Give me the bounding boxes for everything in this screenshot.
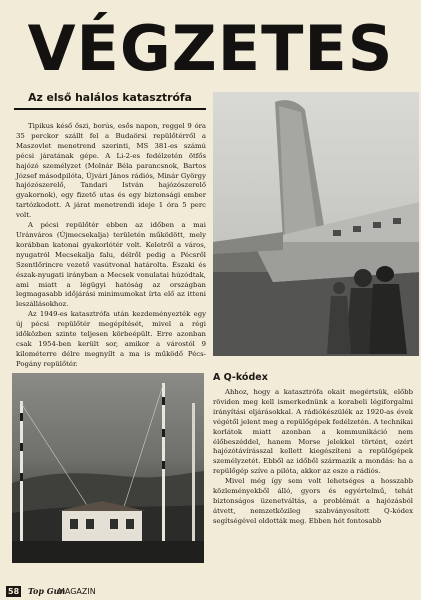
subheading: Az első halálos katasztrófa [14, 91, 206, 110]
paragraph: Ahhoz, hogy a katasztrófa okait megértsük, előbb röviden meg kell ismerkednünk a korabeli légiforgalmi irányítási eljárásokkal. A rádiókészülék az 1920-as évek végétől jelent meg a repülőgépek fedélzetén. A technikai korlátok miatt azonban a kommunikáció nem élőbeszéddel, hanem Morse jelekkel történt, ezért hajózótávírásszal kellett kiegészíteni a repülőgépek személyzetét. Ebből az időből származik a mondás: ha a repülőgép szíve a pilóta, akkor az esze a rádiós. [213, 388, 413, 476]
headline: VÉGZETES [27, 12, 394, 85]
aircraft-photo [213, 92, 419, 356]
paragraph: A pécsi repülőtér ebben az időben a mai Uránváros (Újmecsekalja) területén működött, mely korábban katonai gyakorlótér volt. Keletről a város, nyugatról Mecsekalja falu, délről pedig a Pécsről Szentlőrincre vezető vasútvonal határolta. Északi és észak-nyugati irányban a Mecsek vonulatai húzódtak, ami miatt a légügyi hatóság az országban legmagasabb időjárási minimumokat írta elő az itteni leszállásokhoz. [16, 221, 206, 309]
left-column [16, 122, 206, 370]
aircraft-photo-illustration [213, 92, 419, 356]
page-number: 58 [8, 587, 20, 596]
airport-station-photo [12, 373, 204, 563]
page-footer [0, 584, 421, 600]
airport-station-illustration [12, 373, 204, 563]
magazine-label: MAGAZIN [58, 587, 96, 596]
right-column [213, 388, 413, 527]
paragraph: Az 1949-es katasztrófa után kezdeményezték egy új pécsi repülőtér megépítését, mivel a régi időközben szinte teljesen körbeépült. Erre azonban csak 1954-ben került sor, amikor a várostól 9 kilométerre délre megnyílt a ma is működő Pécs-Pogány repülőtér. [16, 310, 206, 368]
subheading-block [14, 91, 206, 110]
magazine-logo: Top Gun [28, 586, 66, 596]
section-title: A Q-kódex [213, 372, 268, 383]
paragraph: Mivel még így sem volt lehetséges a hosszabb közleményekből álló, gyors és egyértelmű, tehát biztonságos üzenetváltás, a problémát a hajózásból átvett, nemzetközileg szabványosított Q-kódex segítségével oldották meg. Ebben hét fontosabb [213, 477, 413, 525]
paragraph: Tipikus késő őszi, borús, esős napon, reggel 9 óra 35 perckor szállt fel a Budaörsi repülőtérről a Maszovlet menetrend szerinti, MS 381-es számú pécsi járatának gépe. A Li-2-es fedélzetén ötfős hajózó személyzet (Molnár Béla parancsnok, Bartos József másodpilóta, Újvári János rádiós, Minár György hajózószerelő, Tandari István hajózószerelő gyakornok), egy fizető utas és egy biztonsági ember tartózkodott. A járat menetrendi ideje 1 óra 5 perc volt. [16, 122, 206, 220]
